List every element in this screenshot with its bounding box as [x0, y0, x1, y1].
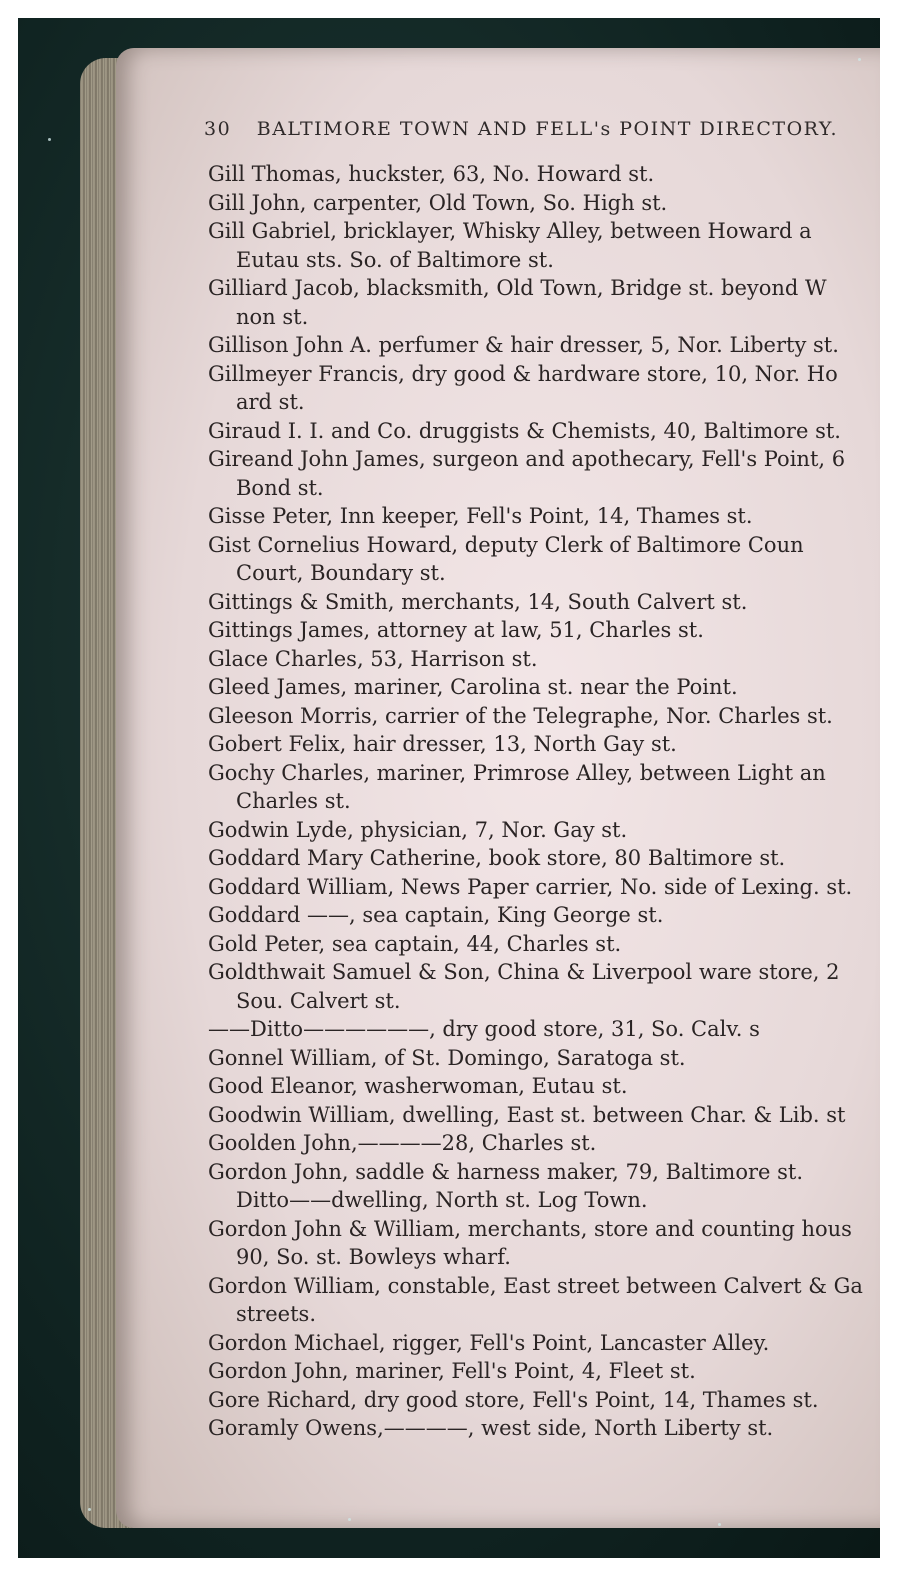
entry-line: Gordon Michael, rigger, Fell's Point, Lancaster Alley.: [208, 1330, 770, 1355]
entry-line: Gittings James, attorney at law, 51, Charles st.: [208, 618, 704, 642]
entry-line: Goolden John,————28, Charles st.: [208, 1131, 597, 1155]
entry-line: Gleeson Morris, carrier of the Telegraphe, Nor. Charles st.: [208, 703, 833, 728]
entry-line: Gill John, carpenter, Old Town, So. High st.: [208, 190, 668, 215]
entry-line: Godwin Lyde, physician, 7, Nor. Gay st.: [208, 817, 628, 842]
entry-continuation: 90, So. st. Bowleys wharf.: [236, 1245, 511, 1269]
directory-entry: [208, 901, 880, 930]
directory-entry: [208, 645, 880, 674]
directory-entry: [208, 1186, 880, 1215]
entry-line: Gill Thomas, huckster, 63, No. Howard st.: [208, 162, 655, 186]
directory-entry: [208, 673, 880, 702]
entry-continuation: ard st.: [236, 390, 305, 414]
entry-line: Gonnel William, of St. Domingo, Saratoga st.: [208, 1045, 686, 1070]
directory-entry: [208, 702, 880, 731]
entry-continuation: streets.: [236, 1302, 317, 1326]
page-title: BALTIMORE TOWN AND FELL's POINT DIRECTORY.: [256, 118, 839, 140]
entry-line: Gisse Peter, Inn keeper, Fell's Point, 14, Thames st.: [208, 504, 753, 528]
entry-line: Goddard William, News Paper carrier, No. side of Lexing. st.: [208, 874, 853, 899]
directory-entry: [208, 160, 880, 189]
entry-line: Gillmeyer Francis, dry good & hardware store, 10, Nor. Ho: [208, 361, 838, 386]
entry-line: Gochy Charles, mariner, Primrose Alley, between Light an: [208, 760, 826, 785]
entry-line: Gleed James, mariner, Carolina st. near the Point.: [208, 675, 738, 699]
entry-line: ——Ditto——————, dry good store, 31, So. Calv. s: [208, 1017, 760, 1041]
directory-entry: [208, 844, 880, 873]
directory-entry: [208, 417, 880, 446]
entry-line: Good Eleanor, washerwoman, Eutau st.: [208, 1074, 628, 1098]
directory-entry: [208, 1215, 880, 1272]
photo-background: [18, 18, 880, 1558]
entry-line: Gordon John & William, merchants, store and counting hous: [208, 1216, 852, 1241]
dust-speck: [88, 1508, 91, 1511]
dust-speck: [858, 58, 861, 61]
directory-entry: [208, 1329, 880, 1358]
directory-entry: [208, 217, 880, 274]
dust-speck: [718, 1523, 721, 1526]
directory-entry: [208, 730, 880, 759]
directory-entries: [208, 160, 880, 1443]
dust-speck: [48, 138, 51, 141]
page-header: [204, 118, 880, 140]
directory-entry: [208, 1015, 880, 1044]
entry-continuation: Eutau sts. So. of Baltimore st.: [236, 247, 554, 272]
directory-entry: [208, 274, 880, 331]
entry-line: Gordon John, mariner, Fell's Point, 4, Fleet st.: [208, 1359, 696, 1383]
dust-speck: [348, 1518, 351, 1521]
directory-entry: [208, 930, 880, 959]
entry-line: Gilliard Jacob, blacksmith, Old Town, Bridge st. beyond W: [208, 276, 827, 300]
entry-line: Gittings & Smith, merchants, 14, South Calvert st.: [208, 589, 748, 614]
entry-line: Gill Gabriel, bricklayer, Whisky Alley, between Howard a: [208, 219, 812, 243]
directory-entry: [208, 588, 880, 617]
directory-entry: [208, 1129, 880, 1158]
entry-line: Goodwin William, dwelling, East st. between Char. & Lib. st: [208, 1102, 846, 1127]
directory-entry: [208, 873, 880, 902]
page-number: 30: [204, 118, 232, 140]
directory-entry: [208, 1072, 880, 1101]
directory-entry: [208, 531, 880, 588]
entry-line: Goramly Owens,————, west side, North Liberty st.: [208, 1416, 774, 1440]
entry-line: Gillison John A. perfumer & hair dresser, 5, Nor. Liberty st.: [208, 333, 839, 357]
entry-line: Glace Charles, 53, Harrison st.: [208, 646, 538, 671]
directory-entry: [208, 1101, 880, 1130]
entry-line: Gordon John, saddle & harness maker, 79, Baltimore st.: [208, 1159, 803, 1184]
directory-entry: [208, 1386, 880, 1415]
entry-line: Gobert Felix, hair dresser, 13, North Gay st.: [208, 732, 677, 756]
entry-continuation: Charles st.: [236, 789, 351, 813]
entry-line: Gist Cornelius Howard, deputy Clerk of Baltimore Coun: [208, 532, 804, 557]
directory-entry: [208, 816, 880, 845]
directory-entry: [208, 1158, 880, 1187]
entry-line: Goddard Mary Catherine, book store, 80 Baltimore st.: [208, 846, 786, 870]
directory-entry: [208, 360, 880, 417]
entry-continuation: Sou. Calvert st.: [236, 988, 401, 1013]
directory-entry: [208, 502, 880, 531]
entry-line: Gireand John James, surgeon and apothecary, Fell's Point, 6: [208, 447, 846, 471]
directory-entry: [208, 1044, 880, 1073]
directory-entry: [208, 1357, 880, 1386]
entry-continuation: Bond st.: [236, 475, 324, 500]
directory-entry: [208, 759, 880, 816]
entry-line: Gore Richard, dry good store, Fell's Point, 14, Thames st.: [208, 1387, 819, 1412]
directory-entry: [208, 331, 880, 360]
entry-line: Goldthwait Samuel & Son, China & Liverpool ware store, 2: [208, 960, 840, 984]
directory-entry: [208, 1414, 880, 1443]
directory-entry: [208, 1272, 880, 1329]
entry-line: Giraud I. I. and Co. druggists & Chemists, 40, Baltimore st.: [208, 418, 841, 443]
entry-continuation: Court, Boundary st.: [236, 561, 446, 585]
entry-continuation: non st.: [236, 304, 309, 329]
directory-page: [116, 48, 880, 1528]
directory-entry: [208, 958, 880, 1015]
directory-entry: [208, 616, 880, 645]
directory-entry: [208, 189, 880, 218]
entry-line: Gold Peter, sea captain, 44, Charles st.: [208, 931, 622, 956]
entry-line: Gordon William, constable, East street between Calvert & Ga: [208, 1273, 863, 1298]
entry-line: Goddard ——, sea captain, King George st.: [208, 903, 664, 927]
directory-entry: [208, 445, 880, 502]
entry-line: Ditto——dwelling, North st. Log Town.: [236, 1188, 648, 1212]
